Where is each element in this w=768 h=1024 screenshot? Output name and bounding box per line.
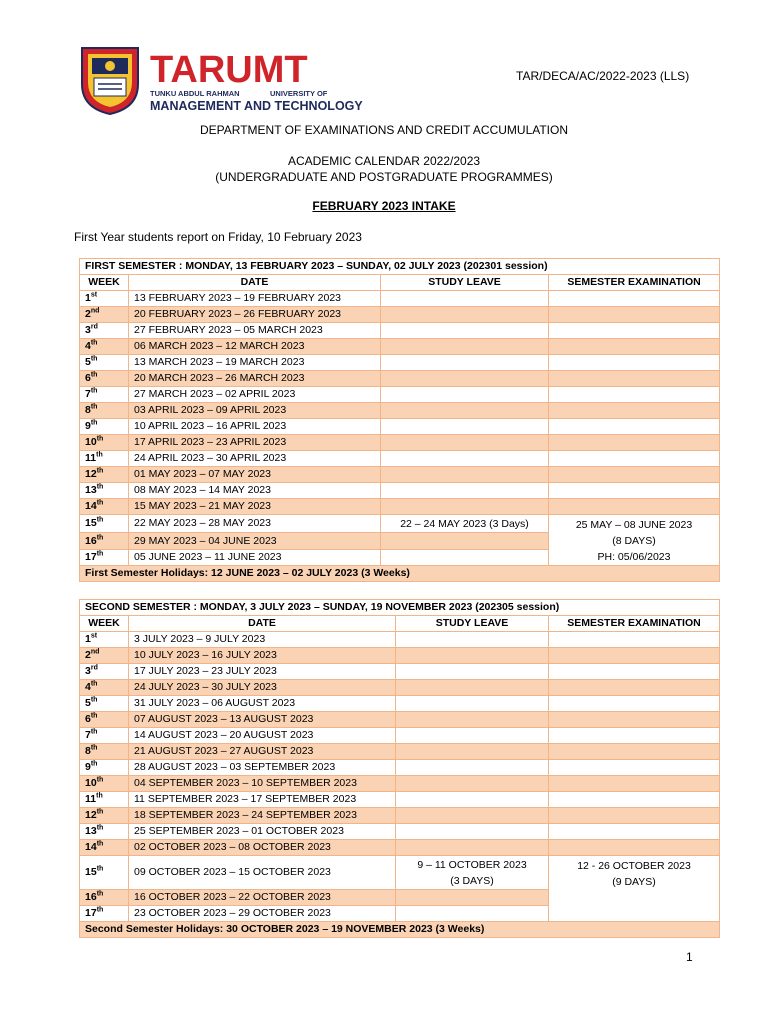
- week-ordinal-suffix: th: [90, 728, 98, 736]
- study-leave-cell: [396, 680, 549, 696]
- exam-public-holiday: PH: 05/06/2023: [597, 551, 671, 563]
- week-ordinal-suffix: rd: [90, 323, 98, 331]
- week-dates: 04 SEPTEMBER 2023 – 10 SEPTEMBER 2023: [129, 776, 396, 792]
- week-dates: 29 MAY 2023 – 04 JUNE 2023: [129, 533, 381, 549]
- week-ordinal-suffix: th: [96, 840, 104, 848]
- exam-cell: [549, 648, 720, 664]
- week-dates: 08 MAY 2023 – 14 MAY 2023: [129, 483, 381, 499]
- study-leave-cell: [381, 419, 549, 435]
- week-row: [80, 792, 720, 808]
- exam-days: (8 DAYS): [612, 535, 656, 547]
- week-row: [80, 648, 720, 664]
- logo-sub-left: TUNKU ABDUL RAHMAN: [150, 89, 240, 98]
- study-leave-cell: [381, 499, 549, 515]
- week-number: [80, 355, 129, 371]
- exam-period: [549, 515, 720, 566]
- study-leave-cell: [381, 307, 549, 323]
- logo-sub-right: UNIVERSITY OF: [270, 89, 328, 98]
- study-leave-cell: [381, 451, 549, 467]
- week-number-value: 1: [85, 633, 91, 645]
- week-number: [80, 890, 129, 906]
- week-ordinal-suffix: th: [96, 467, 104, 475]
- exam-cell: [549, 499, 720, 515]
- week-row: [80, 467, 720, 483]
- week-dates: 07 AUGUST 2023 – 13 AUGUST 2023: [129, 712, 396, 728]
- week-number-value: 2: [85, 308, 91, 320]
- study-leave-period: [396, 856, 549, 890]
- week-dates: 18 SEPTEMBER 2023 – 24 SEPTEMBER 2023: [129, 808, 396, 824]
- week-number-value: 8: [85, 404, 91, 416]
- week-dates: 25 SEPTEMBER 2023 – 01 OCTOBER 2023: [129, 824, 396, 840]
- week-ordinal-suffix: th: [96, 808, 104, 816]
- exam-cell: [549, 840, 720, 856]
- week-number-value: 12: [85, 468, 97, 480]
- week-dates: 17 JULY 2023 – 23 JULY 2023: [129, 664, 396, 680]
- col-exam-header: SEMESTER EXAMINATION: [549, 616, 720, 632]
- week-ordinal-suffix: th: [96, 499, 104, 507]
- first-semester-table: [79, 258, 720, 582]
- study-leave-cell: [396, 906, 549, 922]
- week-ordinal-suffix: th: [96, 906, 104, 914]
- week-row: [80, 403, 720, 419]
- week-number: [80, 291, 129, 307]
- week-number-value: 17: [85, 550, 97, 563]
- week-ordinal-suffix: th: [96, 516, 104, 524]
- week-dates: 24 APRIL 2023 – 30 APRIL 2023: [129, 451, 381, 467]
- col-study-leave-header: STUDY LEAVE: [381, 275, 549, 291]
- week-number: [80, 533, 129, 549]
- week-number: [80, 696, 129, 712]
- week-number-value: 4: [85, 340, 91, 352]
- holidays-row: [80, 922, 720, 938]
- week-number: [80, 549, 129, 565]
- week-number-value: 5: [85, 697, 91, 709]
- week-ordinal-suffix: nd: [90, 648, 100, 656]
- week-number-value: 7: [85, 729, 91, 741]
- week-number: [80, 792, 129, 808]
- department-title: DEPARTMENT OF EXAMINATIONS AND CREDIT ACCUMULATION: [199, 123, 569, 137]
- study-leave-cell: [396, 792, 549, 808]
- week-ordinal-suffix: th: [96, 890, 104, 898]
- week-number-value: 8: [85, 745, 91, 757]
- week-number-value: 13: [85, 484, 97, 496]
- week-ordinal-suffix: th: [90, 744, 98, 752]
- week-number: [80, 840, 129, 856]
- col-date-header: DATE: [129, 616, 396, 632]
- week-number: [80, 632, 129, 648]
- week-ordinal-suffix: st: [90, 291, 98, 299]
- study-leave-cell: [396, 648, 549, 664]
- week-dates: 10 JULY 2023 – 16 JULY 2023: [129, 648, 396, 664]
- week-ordinal-suffix: th: [90, 339, 98, 347]
- week-dates: 20 MARCH 2023 – 26 MARCH 2023: [129, 371, 381, 387]
- page-number: 1: [686, 950, 693, 964]
- study-leave-cell: [396, 632, 549, 648]
- week-ordinal-suffix: nd: [90, 307, 100, 315]
- week-ordinal-suffix: th: [90, 680, 98, 688]
- exam-cell: [549, 712, 720, 728]
- week-number-value: 5: [85, 356, 91, 368]
- week-row: [80, 499, 720, 515]
- week-dates: 16 OCTOBER 2023 – 22 OCTOBER 2023: [129, 890, 396, 906]
- week-row: [80, 355, 720, 371]
- exam-cell: [549, 483, 720, 499]
- exam-cell: [549, 824, 720, 840]
- week-row: [80, 680, 720, 696]
- week-number: [80, 323, 129, 339]
- study-leave-cell: [381, 371, 549, 387]
- week-row: [80, 307, 720, 323]
- week-dates: 28 AUGUST 2023 – 03 SEPTEMBER 2023: [129, 760, 396, 776]
- study-leave-cell: [381, 467, 549, 483]
- week-dates: 10 APRIL 2023 – 16 APRIL 2023: [129, 419, 381, 435]
- week-dates: 27 FEBRUARY 2023 – 05 MARCH 2023: [129, 323, 381, 339]
- week-row: [80, 728, 720, 744]
- week-dates: 13 FEBRUARY 2023 – 19 FEBRUARY 2023: [129, 291, 381, 307]
- week-number: [80, 467, 129, 483]
- week-row: [80, 451, 720, 467]
- col-week-header: WEEK: [80, 616, 129, 632]
- exam-cell: [549, 323, 720, 339]
- study-leave-days: (3 DAYS): [450, 875, 494, 887]
- study-leave-cell: [396, 664, 549, 680]
- week-dates: 06 MARCH 2023 – 12 MARCH 2023: [129, 339, 381, 355]
- week-number-value: 3: [85, 665, 91, 677]
- study-leave-cell: [381, 339, 549, 355]
- week-dates: 21 AUGUST 2023 – 27 AUGUST 2023: [129, 744, 396, 760]
- week-number: [80, 856, 129, 890]
- study-leave-cell: [381, 291, 549, 307]
- exam-cell: [549, 419, 720, 435]
- week-number: [80, 451, 129, 467]
- week-number-value: 15: [85, 866, 97, 878]
- document-reference: TAR/DECA/AC/2022-2023 (LLS): [516, 69, 690, 83]
- second-semester-table: [79, 599, 720, 938]
- exam-cell: [549, 467, 720, 483]
- week-row: [80, 435, 720, 451]
- exam-cell: [549, 776, 720, 792]
- week-ordinal-suffix: th: [96, 776, 104, 784]
- semester-title: FIRST SEMESTER : MONDAY, 13 FEBRUARY 2023 – SUNDAY, 02 JULY 2023 (202301 session): [80, 259, 720, 275]
- logo-word: TARUMT: [150, 49, 308, 91]
- exam-cell: [549, 339, 720, 355]
- week-ordinal-suffix: th: [90, 696, 98, 704]
- week-dates: 11 SEPTEMBER 2023 – 17 SEPTEMBER 2023: [129, 792, 396, 808]
- week-dates: 27 MARCH 2023 – 02 APRIL 2023: [129, 387, 381, 403]
- calendar-title: ACADEMIC CALENDAR 2022/2023: [287, 154, 481, 168]
- week-ordinal-suffix: th: [90, 419, 98, 427]
- week-dates: 22 MAY 2023 – 28 MAY 2023: [129, 515, 381, 533]
- exam-dates: 25 MAY – 08 JUNE 2023: [575, 519, 693, 531]
- week-row: [80, 808, 720, 824]
- week-ordinal-suffix: th: [90, 403, 98, 411]
- week-dates: 02 OCTOBER 2023 – 08 OCTOBER 2023: [129, 840, 396, 856]
- week-ordinal-suffix: th: [96, 534, 104, 542]
- study-leave-cell: [381, 403, 549, 419]
- week-dates: 05 JUNE 2023 – 11 JUNE 2023: [129, 549, 381, 565]
- week-ordinal-suffix: th: [96, 865, 104, 873]
- study-leave-cell: [396, 808, 549, 824]
- week-number: [80, 824, 129, 840]
- week-ordinal-suffix: th: [96, 483, 104, 491]
- intake-title: FEBRUARY 2023 INTAKE: [312, 199, 456, 213]
- week-ordinal-suffix: th: [96, 435, 104, 443]
- week-number: [80, 483, 129, 499]
- exam-dates: 12 - 26 OCTOBER 2023: [577, 860, 691, 872]
- tarumt-logo: [80, 44, 363, 116]
- week-row: [80, 840, 720, 856]
- week-ordinal-suffix: th: [96, 550, 104, 558]
- exam-cell: [549, 792, 720, 808]
- week-number-value: 11: [85, 793, 97, 805]
- exam-cell: [549, 355, 720, 371]
- university-crest: [82, 48, 138, 114]
- week-ordinal-suffix: th: [96, 451, 103, 459]
- week-dates: 23 OCTOBER 2023 – 29 OCTOBER 2023: [129, 906, 396, 922]
- exam-cell: [549, 307, 720, 323]
- week-number: [80, 435, 129, 451]
- study-leave-cell: [396, 824, 549, 840]
- study-leave-cell: [396, 728, 549, 744]
- week-number: [80, 387, 129, 403]
- exam-cell: [549, 387, 720, 403]
- study-leave-cell: [381, 387, 549, 403]
- week-ordinal-suffix: th: [90, 371, 98, 379]
- exam-cell: [549, 728, 720, 744]
- exam-cell: [549, 760, 720, 776]
- study-leave-cell: [381, 533, 549, 549]
- week-number-value: 16: [85, 891, 97, 903]
- week-dates: 01 MAY 2023 – 07 MAY 2023: [129, 467, 381, 483]
- exam-cell: [549, 632, 720, 648]
- exam-cell: [549, 435, 720, 451]
- col-date-header: DATE: [129, 275, 381, 291]
- week-number-value: 9: [85, 420, 91, 432]
- week-number: [80, 680, 129, 696]
- week-row: [80, 712, 720, 728]
- week-number: [80, 403, 129, 419]
- study-leave-cell: [381, 435, 549, 451]
- week-number: [80, 808, 129, 824]
- semester-holidays: First Semester Holidays: 12 JUNE 2023 – 02 JULY 2023 (3 Weeks): [80, 566, 720, 582]
- week-row: [80, 339, 720, 355]
- programmes-subtitle: (UNDERGRADUATE AND POSTGRADUATE PROGRAMMES): [215, 170, 553, 184]
- week-number: [80, 307, 129, 323]
- week-number: [80, 906, 129, 922]
- week-number-value: 6: [85, 372, 91, 384]
- week-number-value: 14: [85, 841, 97, 853]
- week-ordinal-suffix: th: [96, 824, 104, 832]
- week-ordinal-suffix: th: [90, 712, 98, 720]
- week-dates: 15 MAY 2023 – 21 MAY 2023: [129, 499, 381, 515]
- exam-cell: [549, 680, 720, 696]
- exam-period: [549, 856, 720, 922]
- week-row: [80, 371, 720, 387]
- exam-cell: [549, 696, 720, 712]
- exam-cell: [549, 808, 720, 824]
- week-number: [80, 712, 129, 728]
- week-number-value: 2: [85, 649, 91, 661]
- week-number-value: 15: [85, 517, 97, 530]
- week-number-value: 9: [85, 761, 91, 773]
- week-row: [80, 776, 720, 792]
- study-leave-cell: [381, 323, 549, 339]
- study-leave-dates: 9 – 11 OCTOBER 2023: [417, 859, 527, 871]
- week-ordinal-suffix: th: [90, 760, 98, 768]
- week-number-value: 13: [85, 825, 97, 837]
- logo-sub-bottom: MANAGEMENT AND TECHNOLOGY: [150, 99, 363, 113]
- semester-title: SECOND SEMESTER : MONDAY, 3 JULY 2023 – SUNDAY, 19 NOVEMBER 2023 (202305 session): [80, 600, 720, 616]
- week-number-value: 7: [85, 388, 91, 400]
- study-leave-cell: [396, 776, 549, 792]
- study-leave-cell: [396, 840, 549, 856]
- week-ordinal-suffix: th: [96, 792, 103, 800]
- week-dates: 31 JULY 2023 – 06 AUGUST 2023: [129, 696, 396, 712]
- week-number-value: 11: [85, 452, 97, 464]
- week-number: [80, 648, 129, 664]
- week-number: [80, 499, 129, 515]
- week-row: [80, 632, 720, 648]
- week-number: [80, 728, 129, 744]
- week-number-value: 17: [85, 907, 97, 919]
- study-leave-cell: [396, 890, 549, 906]
- week-row: [80, 856, 720, 890]
- week-number: [80, 744, 129, 760]
- week-row: [80, 483, 720, 499]
- week-ordinal-suffix: th: [90, 387, 98, 395]
- week-number: [80, 419, 129, 435]
- week-number: [80, 760, 129, 776]
- col-study-leave-header: STUDY LEAVE: [396, 616, 549, 632]
- week-number-value: 10: [85, 777, 97, 789]
- week-number-value: 12: [85, 809, 97, 821]
- week-row: [80, 664, 720, 680]
- study-leave-cell: [396, 712, 549, 728]
- week-number: [80, 339, 129, 355]
- week-dates: 09 OCTOBER 2023 – 15 OCTOBER 2023: [129, 856, 396, 890]
- week-number-value: 14: [85, 500, 97, 512]
- week-number-value: 1: [85, 292, 91, 304]
- week-row: [80, 760, 720, 776]
- study-leave-cell: [381, 483, 549, 499]
- week-ordinal-suffix: th: [90, 355, 98, 363]
- week-number-value: 16: [85, 534, 97, 547]
- report-date-note: First Year students report on Friday, 10 February 2023: [74, 230, 362, 244]
- week-number: [80, 515, 129, 533]
- week-ordinal-suffix: st: [90, 632, 98, 640]
- study-leave-cell: [396, 760, 549, 776]
- week-number: [80, 664, 129, 680]
- week-row: [80, 744, 720, 760]
- week-number-value: 4: [85, 681, 91, 693]
- col-exam-header: SEMESTER EXAMINATION: [549, 275, 720, 291]
- week-number-value: 3: [85, 324, 91, 336]
- study-leave-period: 22 – 24 MAY 2023 (3 Days): [381, 515, 549, 533]
- week-dates: 13 MARCH 2023 – 19 MARCH 2023: [129, 355, 381, 371]
- week-row: [80, 419, 720, 435]
- week-dates: 03 APRIL 2023 – 09 APRIL 2023: [129, 403, 381, 419]
- col-week-header: WEEK: [80, 275, 129, 291]
- week-number: [80, 371, 129, 387]
- study-leave-cell: [381, 355, 549, 371]
- exam-days: (9 DAYS): [612, 876, 656, 888]
- week-number: [80, 776, 129, 792]
- week-row: [80, 323, 720, 339]
- week-number-value: 6: [85, 713, 91, 725]
- week-number-value: 10: [85, 436, 97, 448]
- holidays-row: [80, 566, 720, 582]
- week-dates: 17 APRIL 2023 – 23 APRIL 2023: [129, 435, 381, 451]
- exam-cell: [549, 451, 720, 467]
- week-dates: 3 JULY 2023 – 9 JULY 2023: [129, 632, 396, 648]
- study-leave-cell: [396, 744, 549, 760]
- week-dates: 24 JULY 2023 – 30 JULY 2023: [129, 680, 396, 696]
- semester-holidays: Second Semester Holidays: 30 OCTOBER 2023 – 19 NOVEMBER 2023 (3 Weeks): [80, 922, 720, 938]
- exam-cell: [549, 371, 720, 387]
- week-row: [80, 387, 720, 403]
- week-row: [80, 696, 720, 712]
- week-row: [80, 291, 720, 307]
- study-leave-cell: [396, 696, 549, 712]
- week-row: [80, 515, 720, 533]
- week-ordinal-suffix: rd: [90, 664, 98, 672]
- exam-cell: [549, 403, 720, 419]
- study-leave-cell: [381, 549, 549, 565]
- exam-cell: [549, 291, 720, 307]
- exam-cell: [549, 744, 720, 760]
- week-row: [80, 824, 720, 840]
- week-dates: 20 FEBRUARY 2023 – 26 FEBRUARY 2023: [129, 307, 381, 323]
- exam-cell: [549, 664, 720, 680]
- week-dates: 14 AUGUST 2023 – 20 AUGUST 2023: [129, 728, 396, 744]
